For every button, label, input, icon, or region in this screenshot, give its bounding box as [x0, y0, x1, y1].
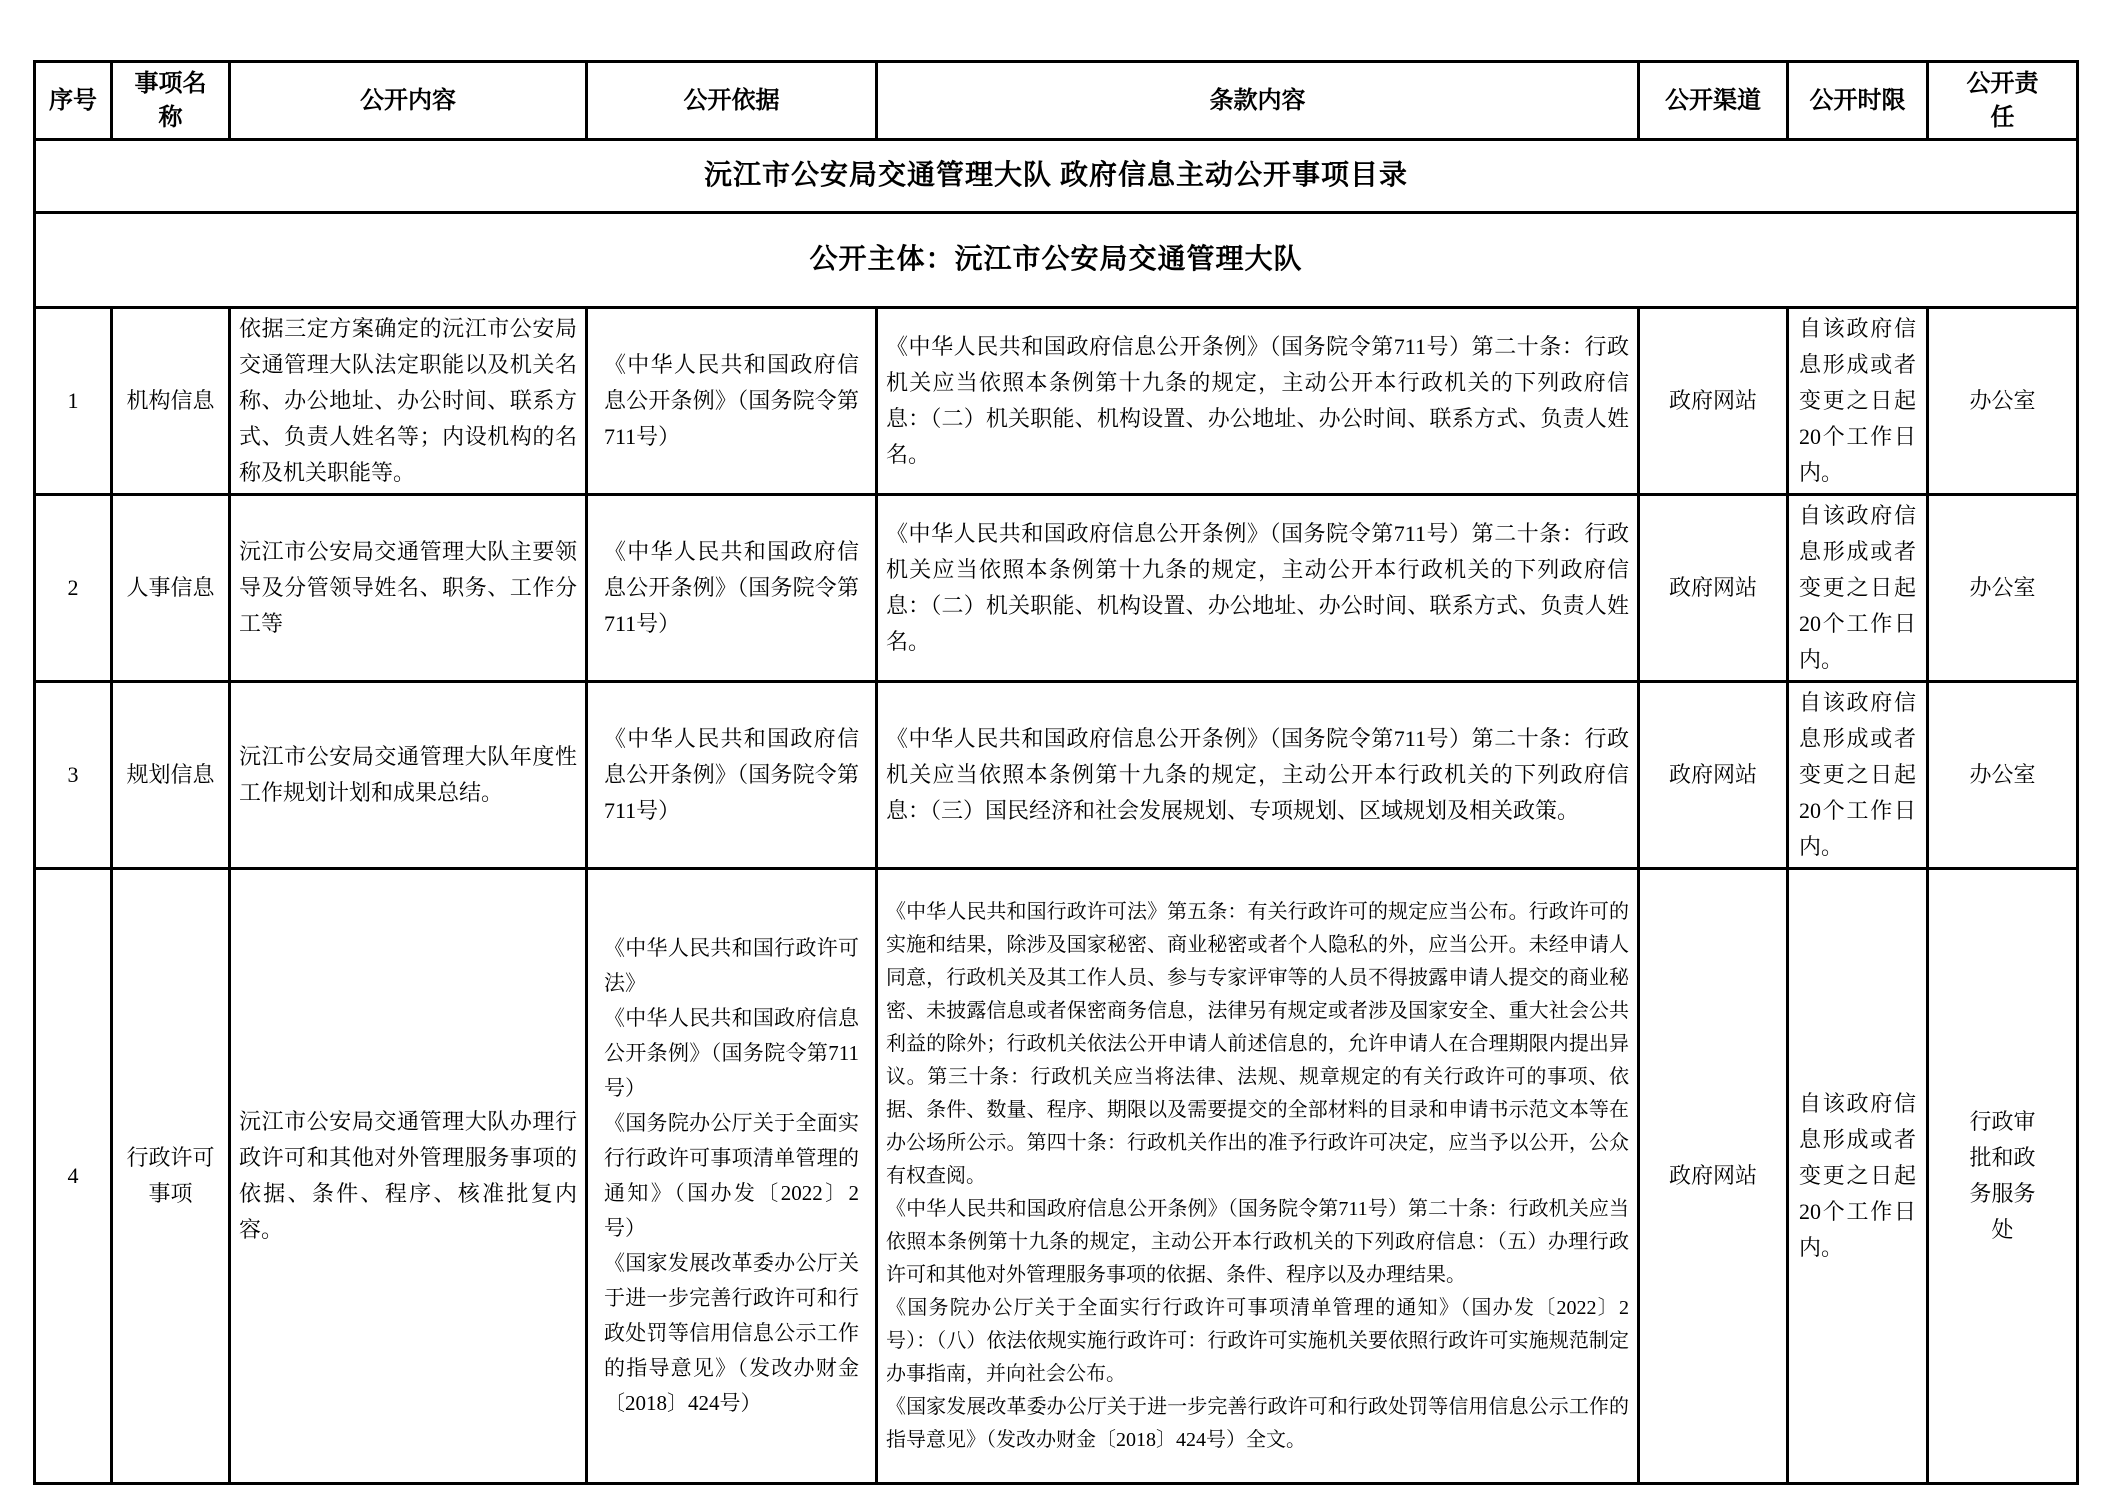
- paragraph: 《国务院办公厅关于全面实行行政许可事项清单管理的通知》（国办发〔2022〕2号）：（八）依法依规实施行政许可：行政许可实施机关要依照行政许可实施规范制定办事指南，并向社会公布。: [886, 1296, 1629, 1385]
- paragraph: 《中华人民共和国政府信息公开条例》（国务院令第711号）第二十条：行政机关应当依照本条例第十九条的规定，主动公开本行政机关的下列政府信息：（二）机关职能、机构设置、办公地址、办公时间、联系方式、负责人姓名。: [886, 521, 1629, 654]
- paragraph: 《国务院办公厅关于全面实行行政许可事项清单管理的通知》（国办发〔2022〕2号）: [604, 1111, 859, 1240]
- cell-no: 3: [35, 682, 112, 869]
- column-header-responsibility: 公开责任: [1928, 62, 2078, 140]
- column-header-channel: 公开渠道: [1639, 62, 1788, 140]
- cell-item-name: 规划信息: [112, 682, 230, 869]
- paragraph: 《中华人民共和国政府信息公开条例》（国务院令第711号）第二十条：行政机关应当依照本条例第十九条的规定，主动公开本行政机关的下列政府信息：（五）办理行政许可和其他对外管理服务事项的依据、条件、程序以及办理结果。: [886, 1197, 1629, 1286]
- paragraph: 《国家发展改革委办公厅关于进一步完善行政许可和行政处罚等信用信息公示工作的指导意见》（发改办财金〔2018〕424号）全文。: [886, 1395, 1629, 1451]
- header-row: [35, 62, 2078, 140]
- cell-content: 依据三定方案确定的沅江市公安局交通管理大队法定职能以及机关名称、办公地址、办公时间、联系方式、负责人姓名等；内设机构的名称及机关职能等。: [230, 308, 587, 495]
- column-header-clause: 条款内容: [877, 62, 1639, 140]
- paragraph: 《国家发展改革委办公厅关于进一步完善行政许可和行政处罚等信用信息公示工作的指导意见》（发改办财金〔2018〕424号）: [604, 1251, 859, 1415]
- subtitle-row: [35, 213, 2078, 308]
- cell-clause: [877, 682, 1639, 869]
- cell-content: 沅江市公安局交通管理大队办理行政许可和其他对外管理服务事项的依据、条件、程序、核准批复内容。: [230, 869, 587, 1484]
- table-header: [35, 62, 2078, 140]
- disclosure-catalog-table: [33, 60, 2079, 1485]
- cell-clause: [877, 869, 1639, 1484]
- column-header-item-name: 事项名称: [112, 62, 230, 140]
- cell-responsibility: 办公室: [1928, 308, 2078, 495]
- table-row: [35, 308, 2078, 495]
- cell-channel: 政府网站: [1639, 495, 1788, 682]
- column-header-no: 序号: [35, 62, 112, 140]
- cell-responsibility: 办公室: [1928, 682, 2078, 869]
- cell-item-name: 行政许可事项: [112, 869, 230, 1484]
- cell-time-limit: 自该政府信息形成或者变更之日起20个工作日内。: [1788, 682, 1928, 869]
- cell-channel: 政府网站: [1639, 308, 1788, 495]
- cell-clause: [877, 308, 1639, 495]
- cell-no: 4: [35, 869, 112, 1484]
- paragraph: 《中华人民共和国行政许可法》: [604, 936, 859, 995]
- cell-basis: [587, 308, 877, 495]
- paragraph: 《中华人民共和国政府信息公开条例》（国务院令第711号）: [604, 352, 859, 449]
- column-header-basis: 公开依据: [587, 62, 877, 140]
- cell-channel: 政府网站: [1639, 682, 1788, 869]
- paragraph: 《中华人民共和国政府信息公开条例》（国务院令第711号）: [604, 539, 859, 636]
- cell-channel: 政府网站: [1639, 869, 1788, 1484]
- cell-item-name: 人事信息: [112, 495, 230, 682]
- cell-time-limit: 自该政府信息形成或者变更之日起20个工作日内。: [1788, 308, 1928, 495]
- cell-responsibility: 行政审批和政务服务处: [1928, 869, 2078, 1484]
- paragraph: 《中华人民共和国政府信息公开条例》（国务院令第711号）第二十条：行政机关应当依照本条例第十九条的规定，主动公开本行政机关的下列政府信息：（二）机关职能、机构设置、办公地址、办公时间、联系方式、负责人姓名。: [886, 334, 1629, 467]
- cell-clause: [877, 495, 1639, 682]
- page-subtitle: 公开主体：沅江市公安局交通管理大队: [35, 213, 2078, 308]
- cell-responsibility: 办公室: [1928, 495, 2078, 682]
- paragraph: 《中华人民共和国政府信息公开条例》（国务院令第711号）: [604, 1006, 859, 1100]
- paragraph: 《中华人民共和国行政许可法》第五条：有关行政许可的规定应当公布。行政许可的实施和结果，除涉及国家秘密、商业秘密或者个人隐私的外，应当公开。未经申请人同意，行政机关及其工作人员、参与专家评审等的人员不得披露申请人提交的商业秘密、未披露信息或者保密商务信息，法律另有规定或者涉及国家安全、重大社会公共利益的除外；行政机关依法公开申请人前述信息的，允许申请人在合理期限内提出异议。第三十条：行政机关应当将法律、法规、规章规定的有关行政许可的事项、依据、条件、数量、程序、期限以及需要提交的全部材料的目录和申请书示范文本等在办公场所公示。第四十条：行政机关作出的准予行政许可决定，应当予以公开，公众有权查阅。: [886, 900, 1629, 1187]
- cell-content: 沅江市公安局交通管理大队主要领导及分管领导姓名、职务、工作分工等: [230, 495, 587, 682]
- page-title: 沅江市公安局交通管理大队 政府信息主动公开事项目录: [35, 140, 2078, 213]
- cell-no: 1: [35, 308, 112, 495]
- paragraph: 《中华人民共和国政府信息公开条例》（国务院令第711号）第二十条：行政机关应当依照本条例第十九条的规定，主动公开本行政机关的下列政府信息：（三）国民经济和社会发展规划、专项规划、区域规划及相关政策。: [886, 726, 1629, 823]
- table-row: [35, 869, 2078, 1484]
- cell-basis: [587, 869, 877, 1484]
- cell-no: 2: [35, 495, 112, 682]
- cell-item-name: 机构信息: [112, 308, 230, 495]
- cell-time-limit: 自该政府信息形成或者变更之日起20个工作日内。: [1788, 495, 1928, 682]
- title-row: [35, 140, 2078, 213]
- table-row: [35, 495, 2078, 682]
- column-header-content: 公开内容: [230, 62, 587, 140]
- cell-basis: [587, 682, 877, 869]
- table-row: [35, 682, 2078, 869]
- cell-basis: [587, 495, 877, 682]
- column-header-time-limit: 公开时限: [1788, 62, 1928, 140]
- paragraph: 《中华人民共和国政府信息公开条例》（国务院令第711号）: [604, 726, 859, 823]
- cell-time-limit: 自该政府信息形成或者变更之日起20个工作日内。: [1788, 869, 1928, 1484]
- cell-content: 沅江市公安局交通管理大队年度性工作规划计划和成果总结。: [230, 682, 587, 869]
